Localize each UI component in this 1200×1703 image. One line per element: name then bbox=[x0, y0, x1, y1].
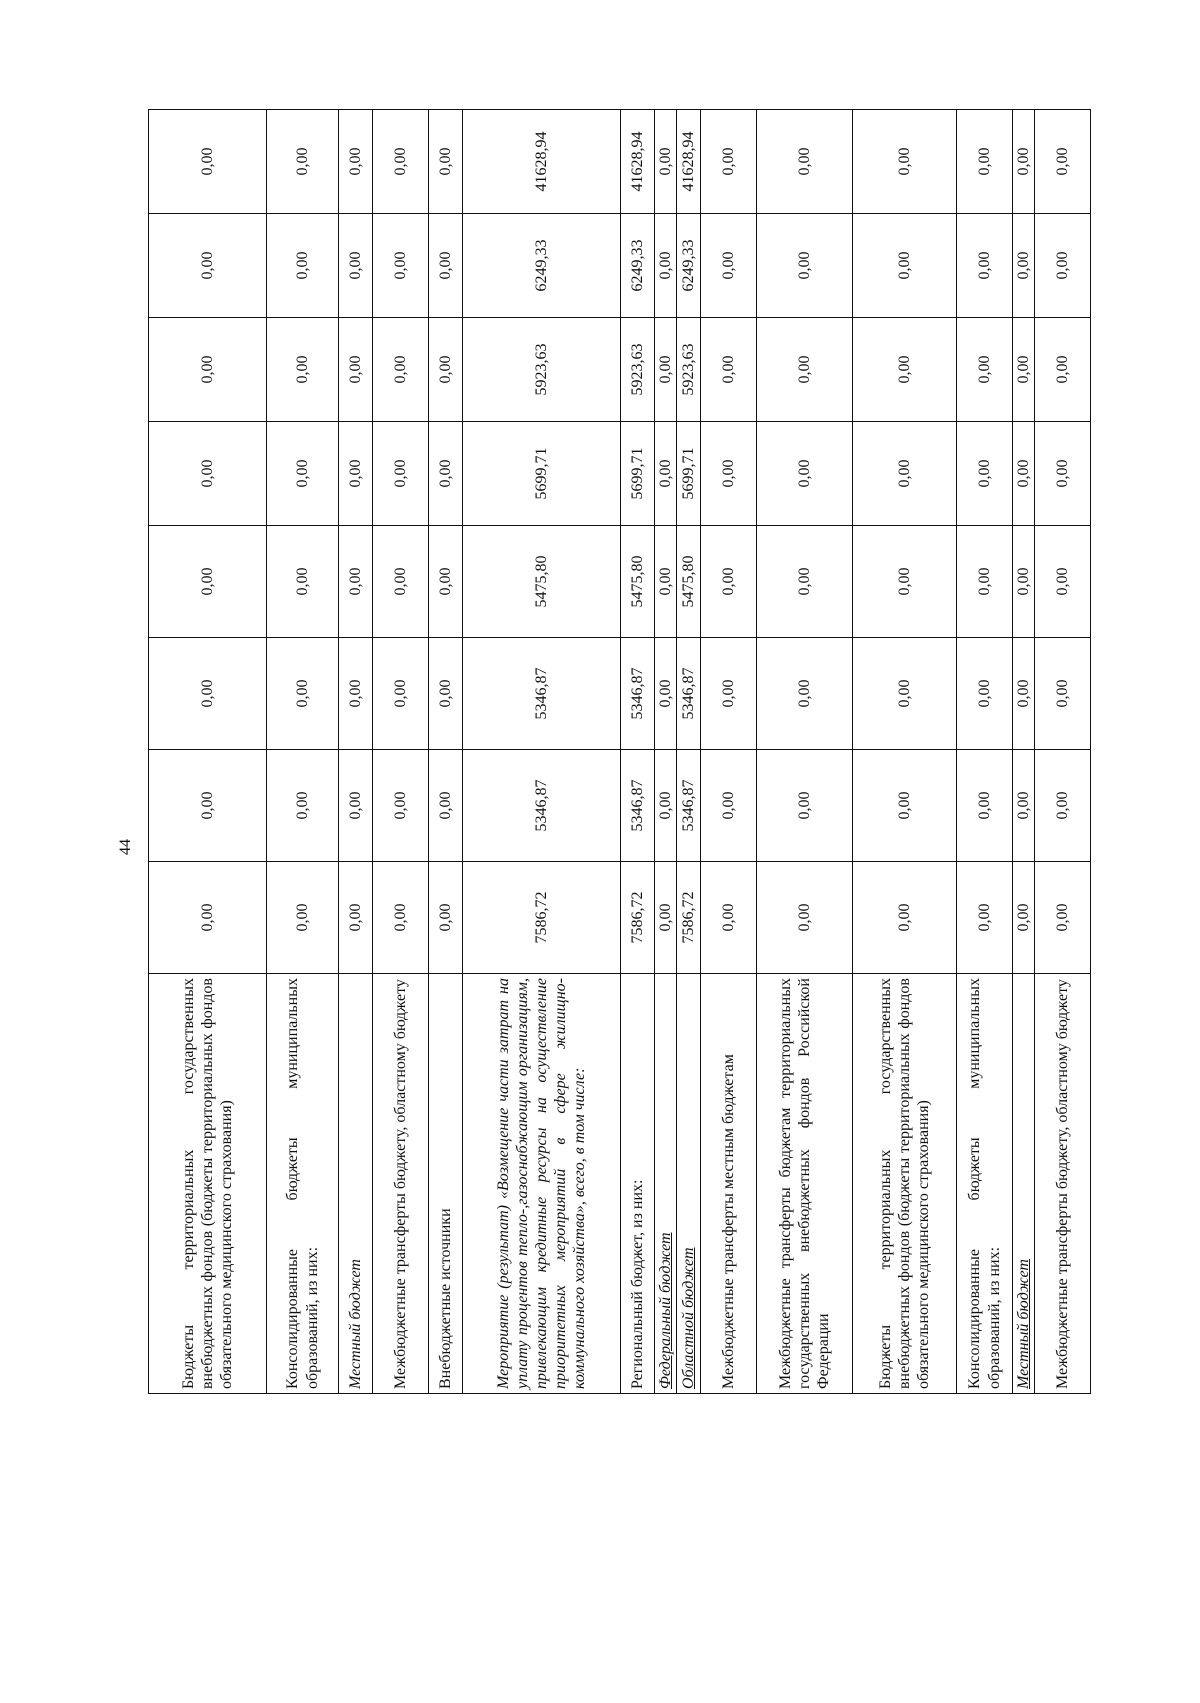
row-value: 0,00 bbox=[1035, 214, 1091, 318]
row-value: 0,00 bbox=[267, 750, 339, 862]
row-value: 0,00 bbox=[429, 638, 463, 750]
row-value: 0,00 bbox=[757, 214, 853, 318]
row-label: Бюджеты территориальных государственных внебюджетных фондов (бюджеты территориальных фондов обязательного медицинского страхования) bbox=[149, 974, 267, 1394]
row-value: 0,00 bbox=[1013, 110, 1035, 214]
row-label: Местный бюджет bbox=[339, 974, 373, 1394]
row-value: 7586,72 bbox=[463, 862, 621, 974]
row-value: 0,00 bbox=[149, 214, 267, 318]
row-value: 5346,87 bbox=[677, 638, 701, 750]
row-label: Областной бюджет bbox=[677, 974, 701, 1394]
row-label: Межбюджетные трансферты местным бюджетам bbox=[701, 974, 757, 1394]
row-value: 0,00 bbox=[757, 318, 853, 422]
row-value: 0,00 bbox=[853, 750, 957, 862]
row-value: 0,00 bbox=[373, 214, 429, 318]
row-value: 0,00 bbox=[267, 318, 339, 422]
row-value: 0,00 bbox=[267, 110, 339, 214]
row-value: 0,00 bbox=[1013, 214, 1035, 318]
row-value: 0,00 bbox=[655, 526, 677, 638]
row-value: 0,00 bbox=[1013, 862, 1035, 974]
row-value: 0,00 bbox=[373, 422, 429, 526]
row-value: 0,00 bbox=[701, 422, 757, 526]
row-value: 41628,94 bbox=[677, 110, 701, 214]
row-value: 0,00 bbox=[757, 862, 853, 974]
row-value: 0,00 bbox=[267, 638, 339, 750]
row-value: 0,00 bbox=[267, 526, 339, 638]
row-value: 0,00 bbox=[1035, 422, 1091, 526]
row-label: Внебюджетные источники bbox=[429, 974, 463, 1394]
row-value: 0,00 bbox=[373, 638, 429, 750]
row-value: 0,00 bbox=[957, 422, 1013, 526]
row-value: 0,00 bbox=[757, 526, 853, 638]
table-row bbox=[429, 110, 463, 1394]
row-value: 7586,72 bbox=[677, 862, 701, 974]
row-value: 0,00 bbox=[339, 422, 373, 526]
rotated-table-container bbox=[148, 110, 1071, 1394]
row-label: Межбюджетные трансферты бюджету, областному бюджету bbox=[1035, 974, 1091, 1394]
row-value: 6249,33 bbox=[621, 214, 655, 318]
table-row bbox=[701, 110, 757, 1394]
table-row bbox=[463, 110, 621, 1394]
row-value: 0,00 bbox=[853, 862, 957, 974]
table-row bbox=[957, 110, 1013, 1394]
row-value: 0,00 bbox=[1013, 750, 1035, 862]
row-value: 0,00 bbox=[429, 318, 463, 422]
table-row bbox=[339, 110, 373, 1394]
table-row bbox=[149, 110, 267, 1394]
row-value: 0,00 bbox=[853, 214, 957, 318]
row-value: 0,00 bbox=[339, 526, 373, 638]
row-value: 0,00 bbox=[655, 318, 677, 422]
row-value: 0,00 bbox=[373, 318, 429, 422]
row-value: 0,00 bbox=[655, 638, 677, 750]
row-value: 0,00 bbox=[149, 750, 267, 862]
row-value: 5699,71 bbox=[621, 422, 655, 526]
row-value: 0,00 bbox=[957, 214, 1013, 318]
row-value: 0,00 bbox=[957, 638, 1013, 750]
row-value: 0,00 bbox=[373, 750, 429, 862]
row-value: 0,00 bbox=[149, 422, 267, 526]
row-value: 0,00 bbox=[853, 422, 957, 526]
page-number: 44 bbox=[117, 839, 134, 855]
table-row bbox=[1035, 110, 1091, 1394]
row-value: 0,00 bbox=[757, 422, 853, 526]
row-value: 0,00 bbox=[373, 110, 429, 214]
table-row bbox=[853, 110, 957, 1394]
row-value: 0,00 bbox=[339, 750, 373, 862]
row-value: 0,00 bbox=[1013, 638, 1035, 750]
row-value: 0,00 bbox=[339, 638, 373, 750]
row-value: 0,00 bbox=[957, 526, 1013, 638]
row-value: 0,00 bbox=[1013, 526, 1035, 638]
row-value: 0,00 bbox=[853, 638, 957, 750]
row-value: 5923,63 bbox=[621, 318, 655, 422]
row-value: 0,00 bbox=[1035, 318, 1091, 422]
row-value: 0,00 bbox=[267, 422, 339, 526]
row-value: 5346,87 bbox=[463, 638, 621, 750]
row-value: 5699,71 bbox=[463, 422, 621, 526]
row-value: 0,00 bbox=[339, 110, 373, 214]
row-label: Бюджеты территориальных государственных внебюджетных фондов (бюджеты территориальных фондов обязательного медицинского страхования) bbox=[853, 974, 957, 1394]
row-value: 0,00 bbox=[853, 526, 957, 638]
row-value: 0,00 bbox=[1013, 422, 1035, 526]
row-value: 5346,87 bbox=[621, 638, 655, 750]
row-value: 0,00 bbox=[429, 862, 463, 974]
row-label: Федеральный бюджет bbox=[655, 974, 677, 1394]
row-value: 6249,33 bbox=[463, 214, 621, 318]
row-value: 5346,87 bbox=[621, 750, 655, 862]
row-value: 0,00 bbox=[1035, 638, 1091, 750]
row-value: 0,00 bbox=[429, 214, 463, 318]
row-value: 0,00 bbox=[1035, 750, 1091, 862]
row-value: 0,00 bbox=[701, 318, 757, 422]
row-value: 5346,87 bbox=[463, 750, 621, 862]
row-value: 0,00 bbox=[267, 214, 339, 318]
table-row bbox=[677, 110, 701, 1394]
row-label: Местный бюджет bbox=[1013, 974, 1035, 1394]
row-value: 0,00 bbox=[957, 110, 1013, 214]
row-value: 0,00 bbox=[701, 862, 757, 974]
row-value: 5346,87 bbox=[677, 750, 701, 862]
row-value: 0,00 bbox=[1035, 526, 1091, 638]
row-value: 0,00 bbox=[655, 750, 677, 862]
row-value: 0,00 bbox=[853, 110, 957, 214]
row-value: 5475,80 bbox=[677, 526, 701, 638]
table-row bbox=[757, 110, 853, 1394]
table-row bbox=[655, 110, 677, 1394]
row-value: 7586,72 bbox=[621, 862, 655, 974]
table-row bbox=[373, 110, 429, 1394]
row-value: 0,00 bbox=[957, 750, 1013, 862]
row-value: 0,00 bbox=[757, 110, 853, 214]
row-value: 0,00 bbox=[757, 638, 853, 750]
row-value: 41628,94 bbox=[463, 110, 621, 214]
row-value: 0,00 bbox=[1013, 318, 1035, 422]
table-row bbox=[621, 110, 655, 1394]
row-value: 0,00 bbox=[429, 526, 463, 638]
row-value: 0,00 bbox=[655, 214, 677, 318]
row-value: 0,00 bbox=[957, 862, 1013, 974]
row-label: Межбюджетные трансферты бюджетам территориальных государственных внебюджетных фондов Российской Федерации bbox=[757, 974, 853, 1394]
row-value: 0,00 bbox=[339, 318, 373, 422]
row-value: 5923,63 bbox=[677, 318, 701, 422]
row-value: 5475,80 bbox=[463, 526, 621, 638]
row-value: 0,00 bbox=[701, 526, 757, 638]
row-label: Региональный бюджет, из них: bbox=[621, 974, 655, 1394]
row-label: Консолидированные бюджеты муниципальных образований, из них: bbox=[267, 974, 339, 1394]
row-value: 5475,80 bbox=[621, 526, 655, 638]
row-value: 0,00 bbox=[655, 862, 677, 974]
row-value: 0,00 bbox=[701, 750, 757, 862]
row-label: Консолидированные бюджеты муниципальных образований, из них: bbox=[957, 974, 1013, 1394]
row-value: 0,00 bbox=[429, 750, 463, 862]
row-value: 0,00 bbox=[373, 862, 429, 974]
row-value: 0,00 bbox=[757, 750, 853, 862]
row-label: Мероприятие (результат) «Возмещение части затрат на уплату процентов тепло-,газоснабжающим организациям, привлекающим кредитные ресурсы на осуществление приоритетных мероприятий в сфере жилищно-коммунального хозяйства», всего, в том числе: bbox=[463, 974, 621, 1394]
row-value: 0,00 bbox=[655, 110, 677, 214]
row-value: 0,00 bbox=[429, 110, 463, 214]
row-value: 0,00 bbox=[1035, 110, 1091, 214]
row-value: 41628,94 bbox=[621, 110, 655, 214]
row-value: 0,00 bbox=[339, 214, 373, 318]
row-value: 0,00 bbox=[701, 638, 757, 750]
row-value: 0,00 bbox=[339, 862, 373, 974]
row-value: 0,00 bbox=[149, 526, 267, 638]
row-value: 0,00 bbox=[149, 862, 267, 974]
budget-table-body bbox=[149, 110, 1091, 1394]
row-value: 0,00 bbox=[701, 110, 757, 214]
row-value: 0,00 bbox=[853, 318, 957, 422]
row-value: 0,00 bbox=[655, 422, 677, 526]
row-value: 0,00 bbox=[149, 638, 267, 750]
row-value: 6249,33 bbox=[677, 214, 701, 318]
table-row bbox=[1013, 110, 1035, 1394]
row-value: 0,00 bbox=[373, 526, 429, 638]
row-value: 0,00 bbox=[149, 318, 267, 422]
row-value: 5923,63 bbox=[463, 318, 621, 422]
table-row bbox=[267, 110, 339, 1394]
row-value: 0,00 bbox=[1035, 862, 1091, 974]
row-label: Межбюджетные трансферты бюджету, областному бюджету bbox=[373, 974, 429, 1394]
budget-table bbox=[148, 109, 1091, 1394]
row-value: 0,00 bbox=[149, 110, 267, 214]
row-value: 0,00 bbox=[957, 318, 1013, 422]
row-value: 5699,71 bbox=[677, 422, 701, 526]
row-value: 0,00 bbox=[267, 862, 339, 974]
row-value: 0,00 bbox=[701, 214, 757, 318]
row-value: 0,00 bbox=[429, 422, 463, 526]
